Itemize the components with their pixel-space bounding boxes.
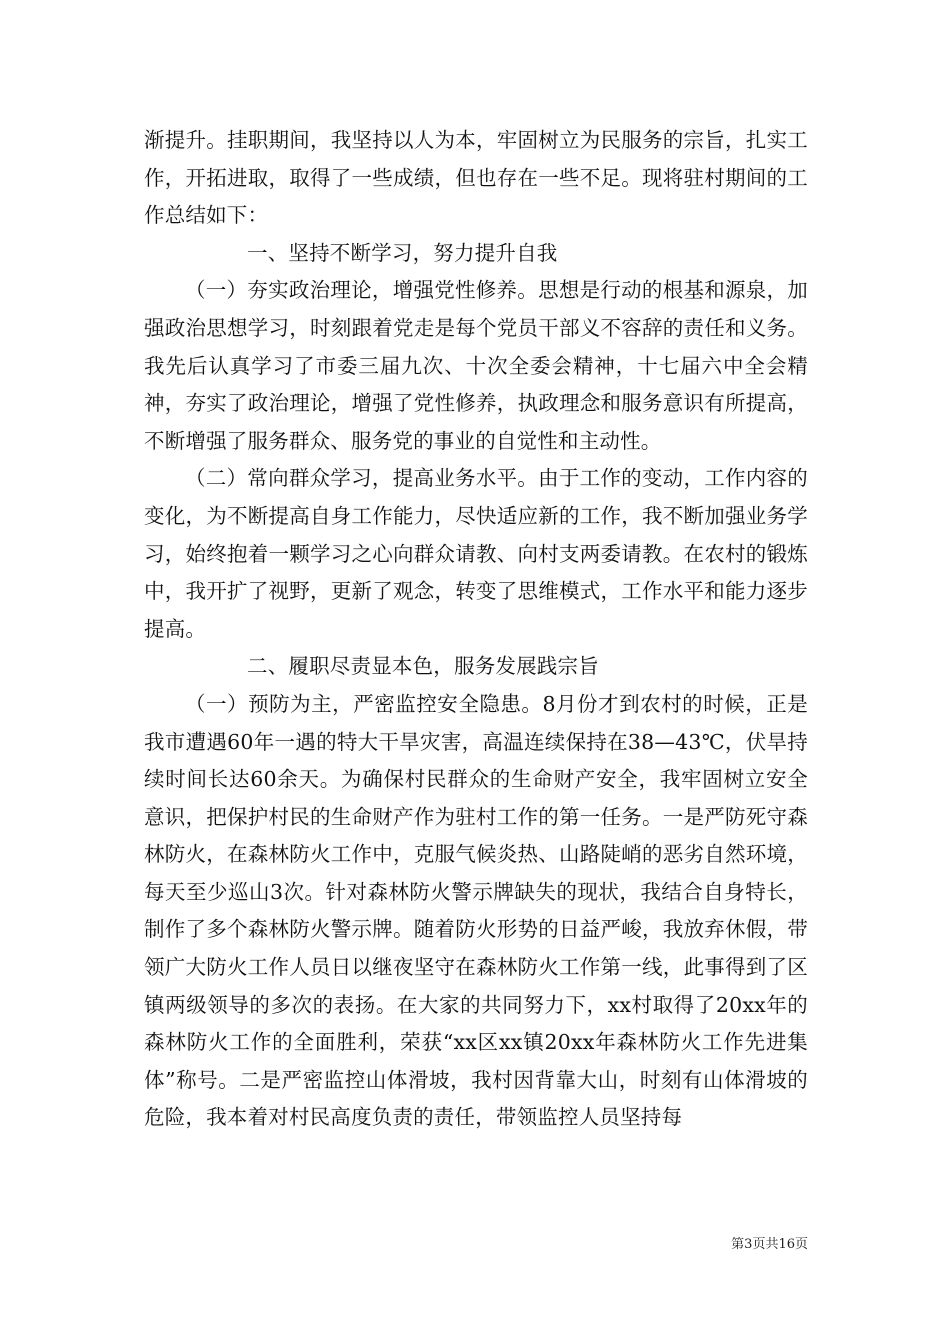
page-number-footer: 第3页共16页	[731, 1237, 808, 1252]
paragraph-learn-from-masses: （二）常向群众学习，提高业务水平。由于工作的变动，工作内容的变化，为不断提高自身工作能力，尽快适应新的工作，我不断加强业务学习，始终抱着一颗学习之心向群众请教、向村支两委请教。在农村的锻炼中，我开扩了视野，更新了观念，转变了思维模式，工作水平和能力逐步提高。	[144, 466, 808, 641]
paragraph-intro: 渐提升。挂职期间，我坚持以人为本，牢固树立为民服务的宗旨，扎实工作，开拓进取，取得了一些成绩，但也存在一些不足。现将驻村期间的工作总结如下：	[144, 128, 808, 228]
section-heading-2: 二、履职尽责显本色，服务发展践宗旨	[247, 654, 599, 679]
paragraph-safety-prevention: （一）预防为主，严密监控安全隐患。8月份才到农村的时候，正是我市遭遇60年一遇的特大干旱灾害，高温连续保持在38—43℃，伏旱持续时间长达60余天。为确保村民群众的生命财产安全，我牢固树立安全意识，把保护村民的生命财产作为驻村工作的第一任务。一是严防死守森林防火，在森林防火工作中，克服气候炎热、山路陡峭的恶劣自然环境，每天至少巡山3次。针对森林防火警示牌缺失的现状，我结合自身特长，制作了多个森林防火警示牌。随着防火形势的日益严峻，我放弃休假，带领广大防火工作人员日以继夜坚守在森林防火工作第一线，此事得到了区镇两级领导的多次的表扬。在大家的共同努力下，xx村取得了20xx年的森林防火工作的全面胜利，荣获“xx区xx镇20xx年森林防火工作先进集体”称号。二是严密监控山体滑坡，我村因背靠大山，时刻有山体滑坡的危险，我本着对村民高度负责的责任，带领监控人员坚持每	[144, 691, 808, 1130]
section-heading-1: 一、坚持不断学习，努力提升自我	[247, 240, 558, 265]
body-text	[144, 122, 808, 1137]
paragraph-political-theory: （一）夯实政治理论，增强党性修养。思想是行动的根基和源泉，加强政治思想学习，时刻跟着党走是每个党员干部义不容辞的责任和义务。我先后认真学习了市委三届九次、十次全委会精神，十七届六中全会精神，夯实了政治理论，增强了党性修养，执政理念和服务意识有所提高，不断增强了服务群众、服务党的事业的自觉性和主动性。	[144, 278, 808, 453]
